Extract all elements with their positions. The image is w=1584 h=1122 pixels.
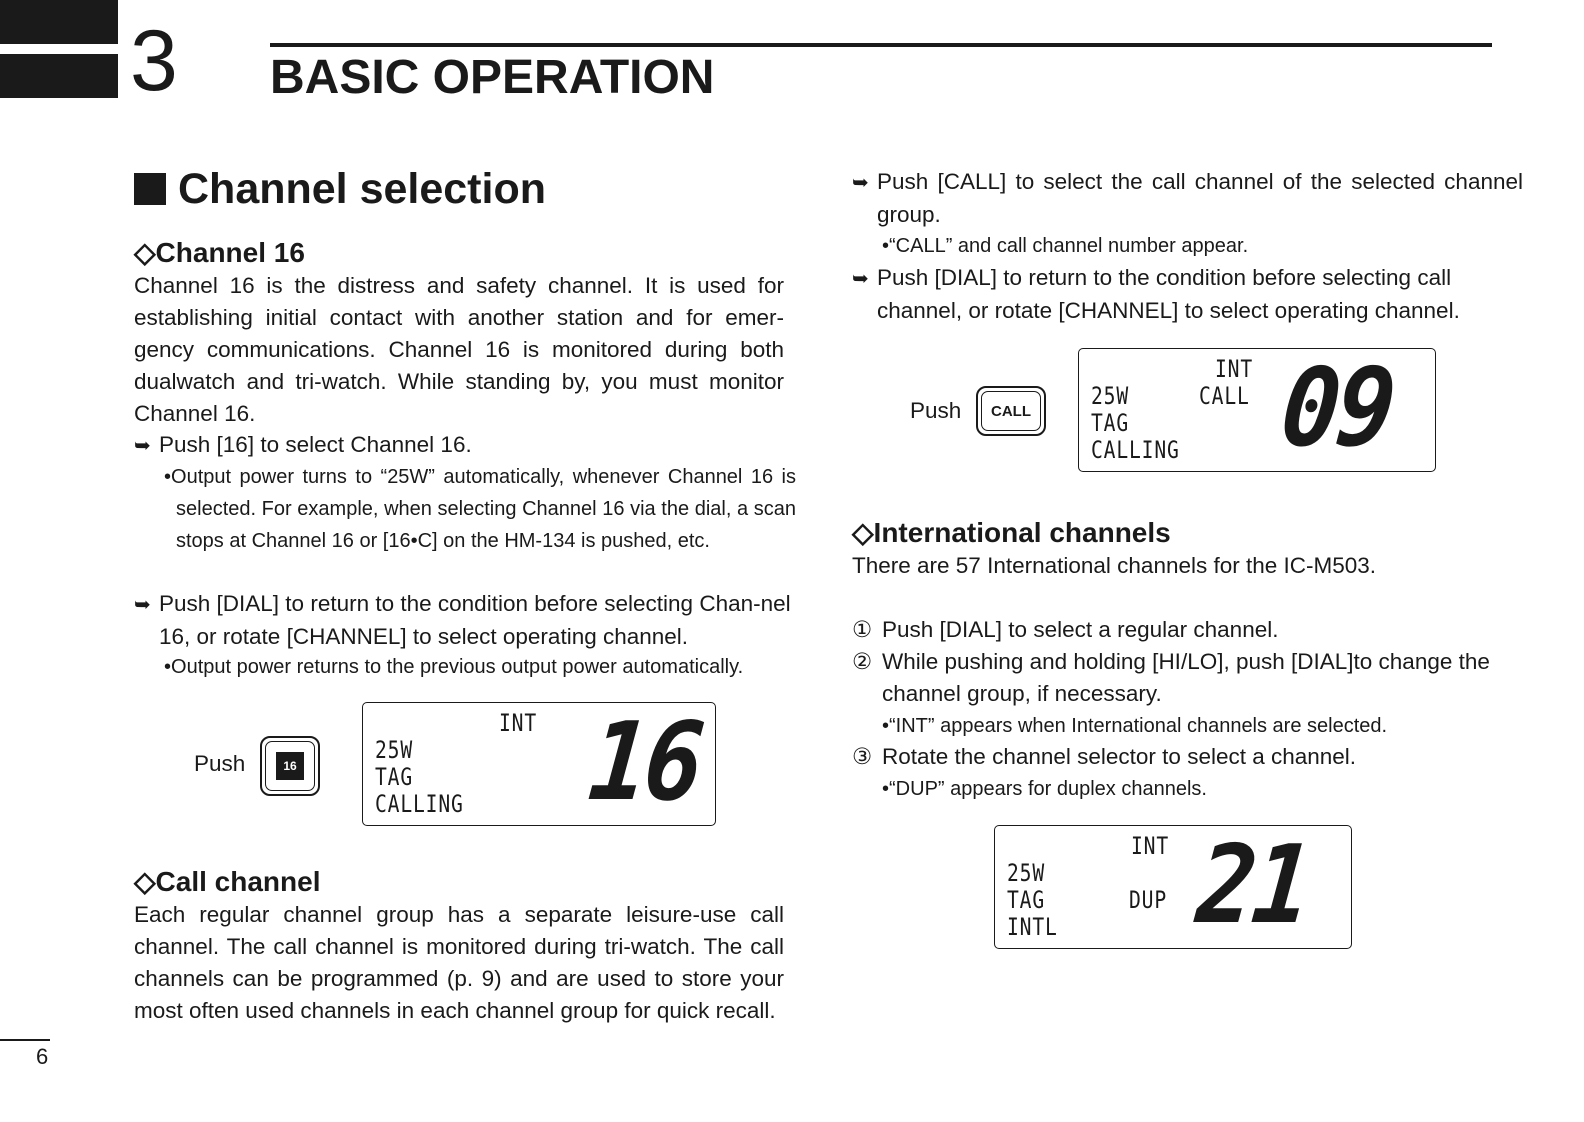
channel16-body: Channel 16 is the distress and safety channel. It is used for establishing initial contact with another station and for emer-gency communications. Channel 16 is monitored during both dualwatch and tri-watch. While standing by, you must monitor Channel 16. [134,273,784,426]
chapter-title: BASIC OPERATION [270,51,715,104]
international-step3: ③ Rotate the channel selector to select a channel. [852,741,1528,773]
channel16-step2-note: •Output power returns to the previous output power automatically. [164,656,744,678]
lcd-tag: TAG [375,763,414,791]
lcd-int: INT [1131,832,1170,860]
footer-rule [0,1039,50,1041]
arrow-icon: ➥ [134,594,151,616]
bullet-icon: • [164,466,172,488]
call-step1-note: •“CALL” and call channel number appear. [882,235,1249,257]
international-intro: There are 57 International channels for the IC-M503. [852,553,1377,578]
lcd-display-international [994,825,1352,949]
lcd-display-channel16 [362,702,716,826]
diamond-icon: ◇ [852,517,874,548]
arrow-icon: ➥ [852,172,869,194]
lcd-channel-number: 09 [1276,346,1398,471]
lcd-tag: TAG [1007,886,1046,914]
step-number: ① [852,617,873,642]
subsection-title-call-channel: ◇Call channel [134,866,321,897]
diamond-icon: ◇ [134,237,156,268]
call-channel-body: Each regular channel group has a separate leisure-use call channel. The call channel is monitored during tri-watch. The call channels can be programmed (p. 9) and are used to store your most often used channels in each channel group for quick recall. [134,902,784,1023]
channel16-step1: ➥ Push [16] to select Channel 16. [134,429,809,462]
international-step1: ① Push [DIAL] to select a regular channel. [852,614,1528,646]
lcd-power: 25W [1091,382,1130,410]
push-label: Push [194,751,246,776]
channel16-step1-note: •Output power turns to “25W” automatically, whenever Channel 16 is selected. For example, when selecting Channel 16 via the dial, a scan stops at Channel 16 or [16•C] on the HM-134 is pushed, etc. [164,466,796,552]
subsection-title-channel16: ◇Channel 16 [134,237,305,268]
key-call-label: CALL [991,402,1031,420]
lcd-display-call [1078,348,1436,472]
diamond-icon: ◇ [134,866,156,897]
lcd-int: INT [499,709,538,737]
section-title: Channel selection [134,168,546,211]
square-bullet-icon [134,173,166,205]
chapter-number: 3 [130,13,178,109]
lcd-mode: CALLING [1091,436,1180,464]
arrow-icon: ➥ [134,435,151,457]
lcd-channel-number: 21 [1192,823,1314,948]
lcd-dup: DUP [1129,886,1168,914]
page-number: 6 [36,1044,49,1069]
step-number: ③ [852,744,873,769]
bullet-icon: • [882,235,890,257]
chapter-tab-bar-bottom [0,54,118,98]
header-rule [270,43,1492,47]
lcd-power: 25W [1007,859,1046,887]
channel16-step2: ➥ Push [DIAL] to return to the condition before selecting Chan-nel 16, or rotate [CHANNEL] to select operating channel. [134,591,791,649]
lcd-mode: INTL [1007,913,1058,941]
international-step3-note: •“DUP” appears for duplex channels. [882,778,1207,800]
bullet-icon: • [882,715,890,737]
key-16-label: 16 [276,752,304,780]
key-16-button [260,736,320,796]
step-number: ② [852,649,873,674]
subsection-title-international: ◇International channels [852,517,1171,548]
lcd-int: INT [1215,355,1254,383]
key-call-button [976,386,1046,436]
arrow-icon: ➥ [852,268,869,290]
lcd-power: 25W [375,736,414,764]
push-label: Push [910,398,962,423]
international-step2: ② While pushing and holding [HI/LO], push [DIAL]to change the channel group, if necessary. [852,646,1528,710]
call-step1: ➥ Push [CALL] to select the call channel of the selected channel group. [852,169,1523,227]
chapter-tab-bar-top [0,0,118,44]
lcd-mode: CALLING [375,790,464,818]
lcd-tag: TAG [1091,409,1130,437]
lcd-call: CALL [1199,382,1250,410]
call-step2: ➥ Push [DIAL] to return to the condition before selecting call channel, or rotate [CHANNEL] to select operating channel. [852,265,1460,323]
international-step2-note: •“INT” appears when International channels are selected. [882,715,1388,737]
bullet-icon: • [882,778,890,800]
bullet-icon: • [164,656,172,678]
lcd-channel-number: 16 [584,700,706,825]
